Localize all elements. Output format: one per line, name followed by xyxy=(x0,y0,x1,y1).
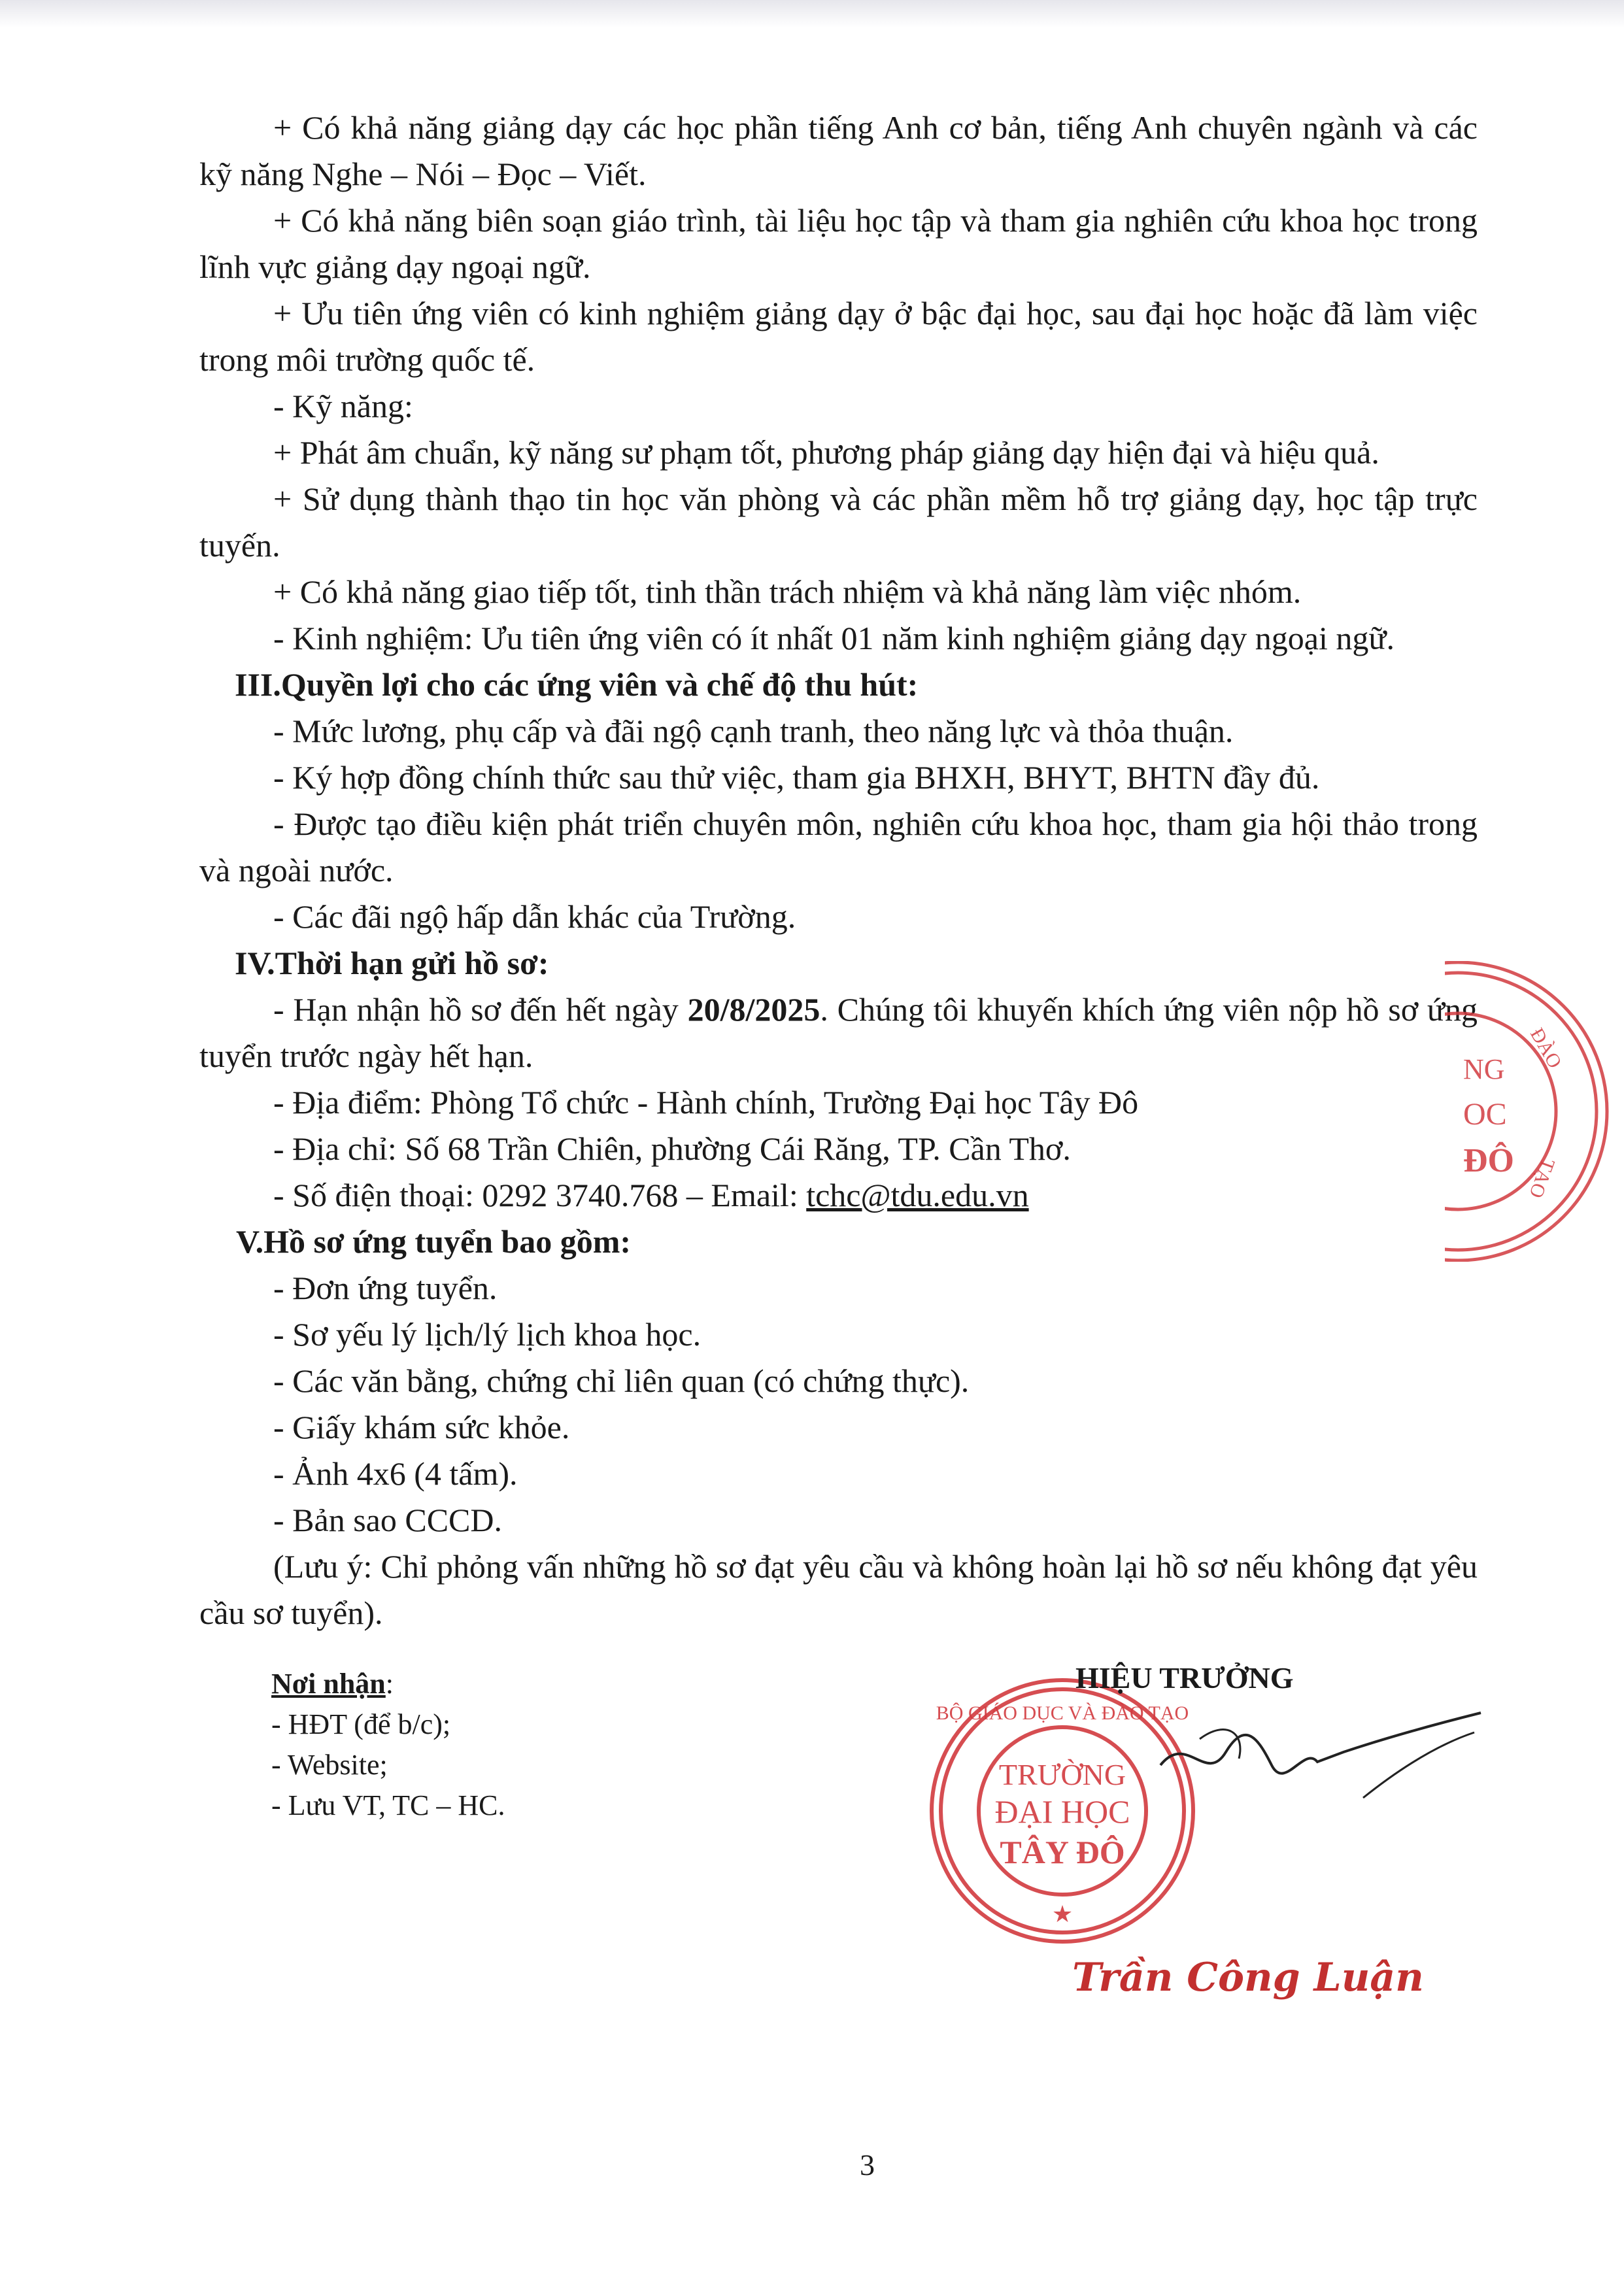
list-item: - Các văn bằng, chứng chỉ liên quan (có chứng thực). xyxy=(273,1362,970,1399)
svg-text:TRƯỜNG: TRƯỜNG xyxy=(998,1758,1126,1791)
section-heading-iv: IV.Thời hạn gửi hồ sơ: xyxy=(235,945,549,981)
phone-email-line xyxy=(199,1172,1478,1219)
svg-text:NG: NG xyxy=(1463,1053,1505,1085)
scan-edge xyxy=(0,0,1624,27)
recipient-item: - HĐT (để b/c); xyxy=(271,1708,451,1740)
paragraph: - Các đãi ngộ hấp dẫn khác của Trường. xyxy=(273,898,796,935)
address-line: - Địa chỉ: Số 68 Trần Chiên, phường Cái Răng, TP. Cần Thơ. xyxy=(273,1130,1071,1167)
paragraph: + Có khả năng giảng dạy các học phần tiếng Anh cơ bản, tiếng Anh chuyên ngành và các kỹ năng Nghe – Nói – Đọc – Viết. xyxy=(199,109,1478,192)
svg-text:ĐẠI HỌC: ĐẠI HỌC xyxy=(994,1793,1130,1830)
svg-text:TÂY ĐÔ: TÂY ĐÔ xyxy=(1000,1834,1125,1870)
paragraph: - Mức lương, phụ cấp và đãi ngộ cạnh tranh, theo năng lực và thỏa thuận. xyxy=(273,713,1234,749)
location-line: - Địa điểm: Phòng Tổ chức - Hành chính, Trường Đại học Tây Đô xyxy=(273,1084,1139,1121)
deadline-prefix: - Hạn nhận hồ sơ đến hết ngày xyxy=(273,991,688,1028)
signer-name: Trần Công Luận xyxy=(1072,1955,1424,2000)
paragraph: + Ưu tiên ứng viên có kinh nghiệm giảng dạy ở bậc đại học, sau đại học hoặc đã làm việc trong môi trường quốc tế. xyxy=(199,295,1478,378)
recipient-item: - Lưu VT, TC – HC. xyxy=(271,1789,505,1821)
recipient-item: - Website; xyxy=(271,1749,388,1781)
recipients-heading xyxy=(271,1664,505,1704)
deadline-paragraph xyxy=(199,987,1478,1079)
svg-text:BỘ GIÁO DỤC VÀ ĐÀO TẠO: BỘ GIÁO DỤC VÀ ĐÀO TẠO xyxy=(936,1702,1189,1724)
paragraph: - Kỹ năng: xyxy=(273,388,413,424)
partial-seal-image xyxy=(1445,961,1624,1262)
recipients-colon: : xyxy=(385,1668,394,1700)
recipients-label: Nơi nhận xyxy=(271,1668,386,1700)
deadline-date: 20/8/2025 xyxy=(687,991,820,1028)
paragraph: + Phát âm chuẩn, kỹ năng sư phạm tốt, phương pháp giảng dạy hiện đại và hiệu quả. xyxy=(273,434,1379,471)
phone-label: - Số điện thoại: 0292 3740.768 – Email: xyxy=(273,1177,807,1213)
paragraph: - Ký hợp đồng chính thức sau thử việc, tham gia BHXH, BHYT, BHTN đầy đủ. xyxy=(273,759,1320,796)
email-link[interactable]: tchc@tdu.edu.vn xyxy=(806,1177,1029,1213)
signer-title: HIỆU TRƯỞNG xyxy=(1075,1661,1294,1695)
svg-text:ĐÔ: ĐÔ xyxy=(1463,1142,1514,1179)
note-paragraph: (Lưu ý: Chỉ phỏng vấn những hồ sơ đạt yêu cầu và không hoàn lại hồ sơ nếu không đạt yêu cầu sơ tuyển). xyxy=(199,1548,1478,1631)
recipients-block xyxy=(271,1664,505,1826)
signature-image xyxy=(1147,1693,1487,1811)
paragraph: + Có khả năng giao tiếp tốt, tinh thần trách nhiệm và khả năng làm việc nhóm. xyxy=(273,573,1302,610)
list-item: - Sơ yếu lý lịch/lý lịch khoa học. xyxy=(273,1316,702,1353)
paragraph: + Có khả năng biên soạn giáo trình, tài liệu học tập và tham gia nghiên cứu khoa học trong lĩnh vực giảng dạy ngoại ngữ. xyxy=(199,202,1478,285)
paragraph: - Được tạo điều kiện phát triển chuyên môn, nghiên cứu khoa học, tham gia hội thảo trong và ngoài nước. xyxy=(199,805,1478,888)
page-number: 3 xyxy=(860,2148,875,2182)
list-item: - Đơn ứng tuyển. xyxy=(273,1270,498,1306)
section-heading-v: V.Hồ sơ ứng tuyển bao gồm: xyxy=(236,1223,632,1260)
svg-text:TẠO: TẠO xyxy=(1525,1155,1559,1201)
paragraph: + Sử dụng thành thạo tin học văn phòng và các phần mềm hỗ trợ giảng dạy, học tập trực tuyến. xyxy=(199,481,1478,564)
list-item: - Bản sao CCCD. xyxy=(273,1502,502,1538)
list-item: - Giấy khám sức khỏe. xyxy=(273,1409,570,1445)
deadline-suffix: . Chúng tôi khuyến khích ứng viên nộp hồ sơ ứng tuyển trước ngày hết hạn. xyxy=(199,991,1478,1074)
svg-text:★: ★ xyxy=(1051,1901,1074,1927)
svg-text:ĐÀO: ĐÀO xyxy=(1525,1024,1566,1072)
paragraph: - Kinh nghiệm: Ưu tiên ứng viên có ít nhất 01 năm kinh nghiệm giảng dạy ngoại ngữ. xyxy=(273,620,1395,656)
document-body xyxy=(199,105,1478,1636)
svg-text:OC: OC xyxy=(1463,1097,1507,1132)
section-heading-iii: III.Quyền lợi cho các ứng viên và chế độ thu hút: xyxy=(235,666,919,703)
list-item: - Ảnh 4x6 (4 tấm). xyxy=(273,1455,518,1492)
